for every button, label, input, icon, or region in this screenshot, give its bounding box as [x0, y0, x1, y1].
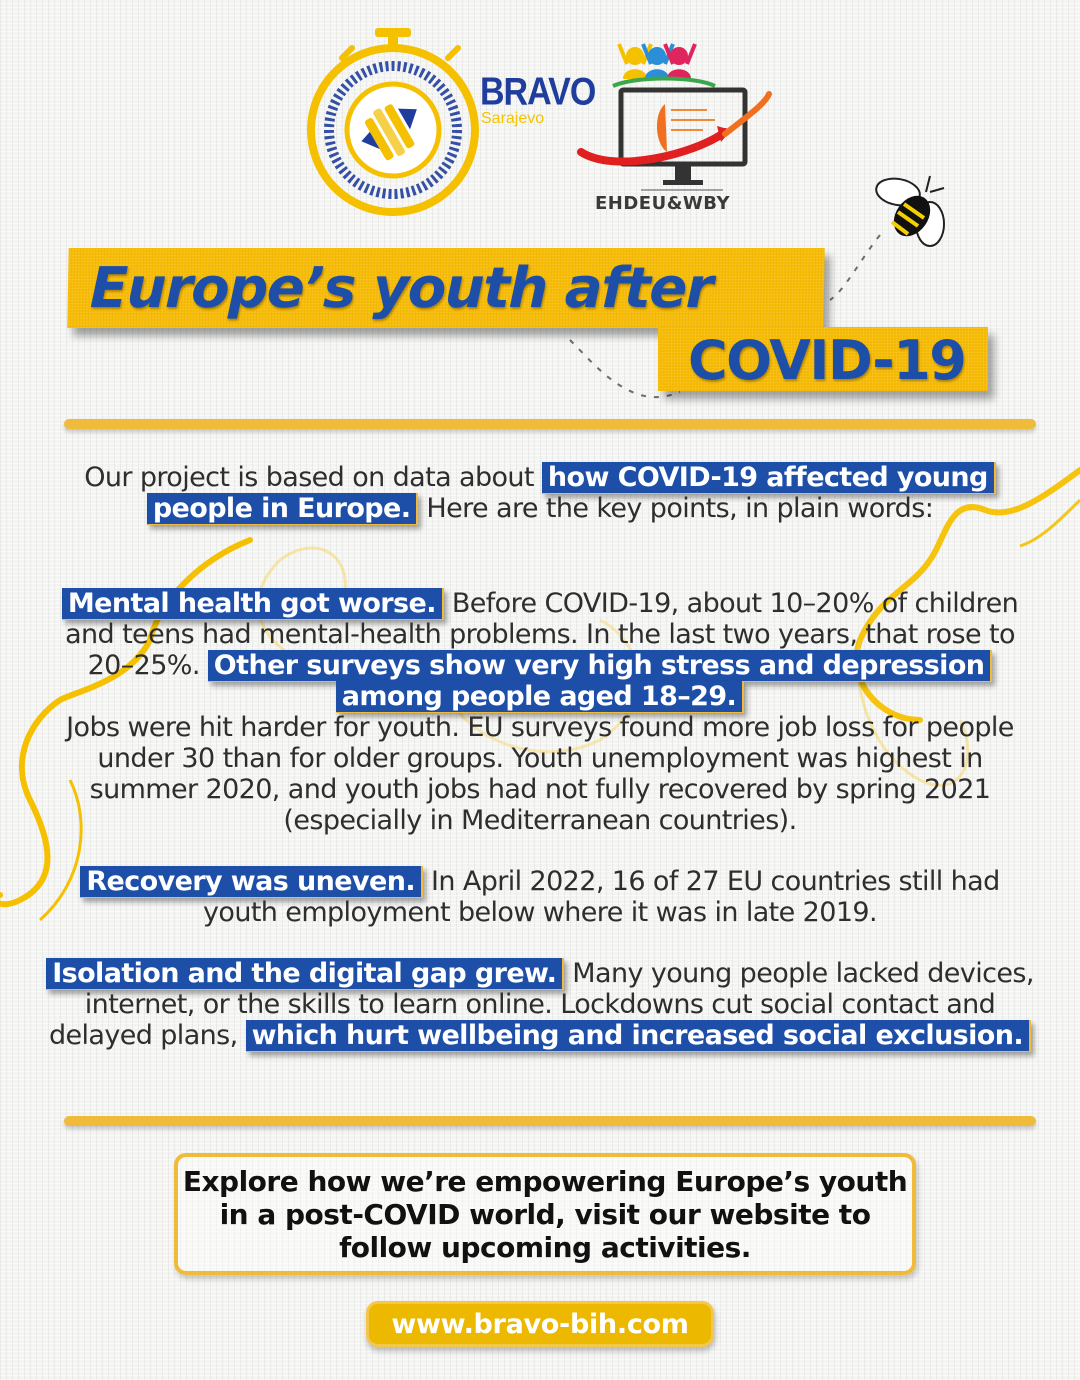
- ehdeu-monitor-logo: [575, 34, 775, 194]
- recovery-paragraph: [40, 866, 1040, 928]
- intro-text-post: Here are the key points, in plain words:: [418, 493, 934, 524]
- intro-paragraph: [40, 462, 1040, 524]
- mental-health-paragraph: [40, 588, 1040, 712]
- call-to-action-box: [174, 1153, 916, 1275]
- mental-health-heading: Mental health got worse.: [62, 588, 444, 620]
- mental-health-text: Before COVID-19, about 10–20% of children and teens had mental-health problems. In the last two years, that rose to 20–25%.: [65, 588, 1019, 681]
- bravo-logo-name: BRAVO: [480, 70, 596, 114]
- title-banner-line1: [67, 248, 824, 328]
- isolation-text: Many young people lacked devices, internet, or the skills to learn online. Lockdowns cut social contact and delayed plans,: [48, 958, 1034, 1051]
- ehdeu-logo-name: EHDEU&WBY: [595, 193, 731, 214]
- intro-highlight: how COVID-19 affected young people in Europe.: [147, 462, 996, 525]
- recovery-text: In April 2022, 16 of 27 EU countries still had youth employment below where it was in late 2019.: [203, 866, 1000, 928]
- divider-bottom: [64, 1116, 1036, 1126]
- divider-top: [64, 419, 1036, 429]
- call-to-action-text: Explore how we’re empowering Europe’s youth in a post-COVID world, visit our website to follow upcoming activities.: [182, 1164, 908, 1264]
- intro-text-pre: Our project is based on data about: [84, 462, 542, 493]
- isolation-highlight: which hurt wellbeing and increased social exclusion.: [246, 1020, 1031, 1052]
- page-title-line2: COVID-19: [688, 329, 966, 392]
- page-title-line1: Europe’s youth after: [89, 256, 713, 321]
- mental-health-highlight: Other surveys show very high stress and depression among people aged 18–29.: [208, 650, 993, 713]
- isolation-paragraph: [40, 958, 1040, 1051]
- bravo-logo-subtitle: Sarajevo: [481, 110, 545, 127]
- website-link[interactable]: www.bravo-bih.com: [366, 1301, 714, 1347]
- isolation-heading: Isolation and the digital gap grew.: [46, 958, 564, 990]
- recovery-heading: Recovery was uneven.: [80, 866, 423, 898]
- jobs-paragraph: Jobs were hit harder for youth. EU surveys found more job loss for people under 30 than for older groups. Youth unemployment was highest in summer 2020, and youth jobs had not fully recovered by spring 2021 (especially in Mediterranean countries).: [66, 712, 1014, 836]
- title-banner-line2: [658, 327, 988, 391]
- bee-icon: [868, 170, 958, 260]
